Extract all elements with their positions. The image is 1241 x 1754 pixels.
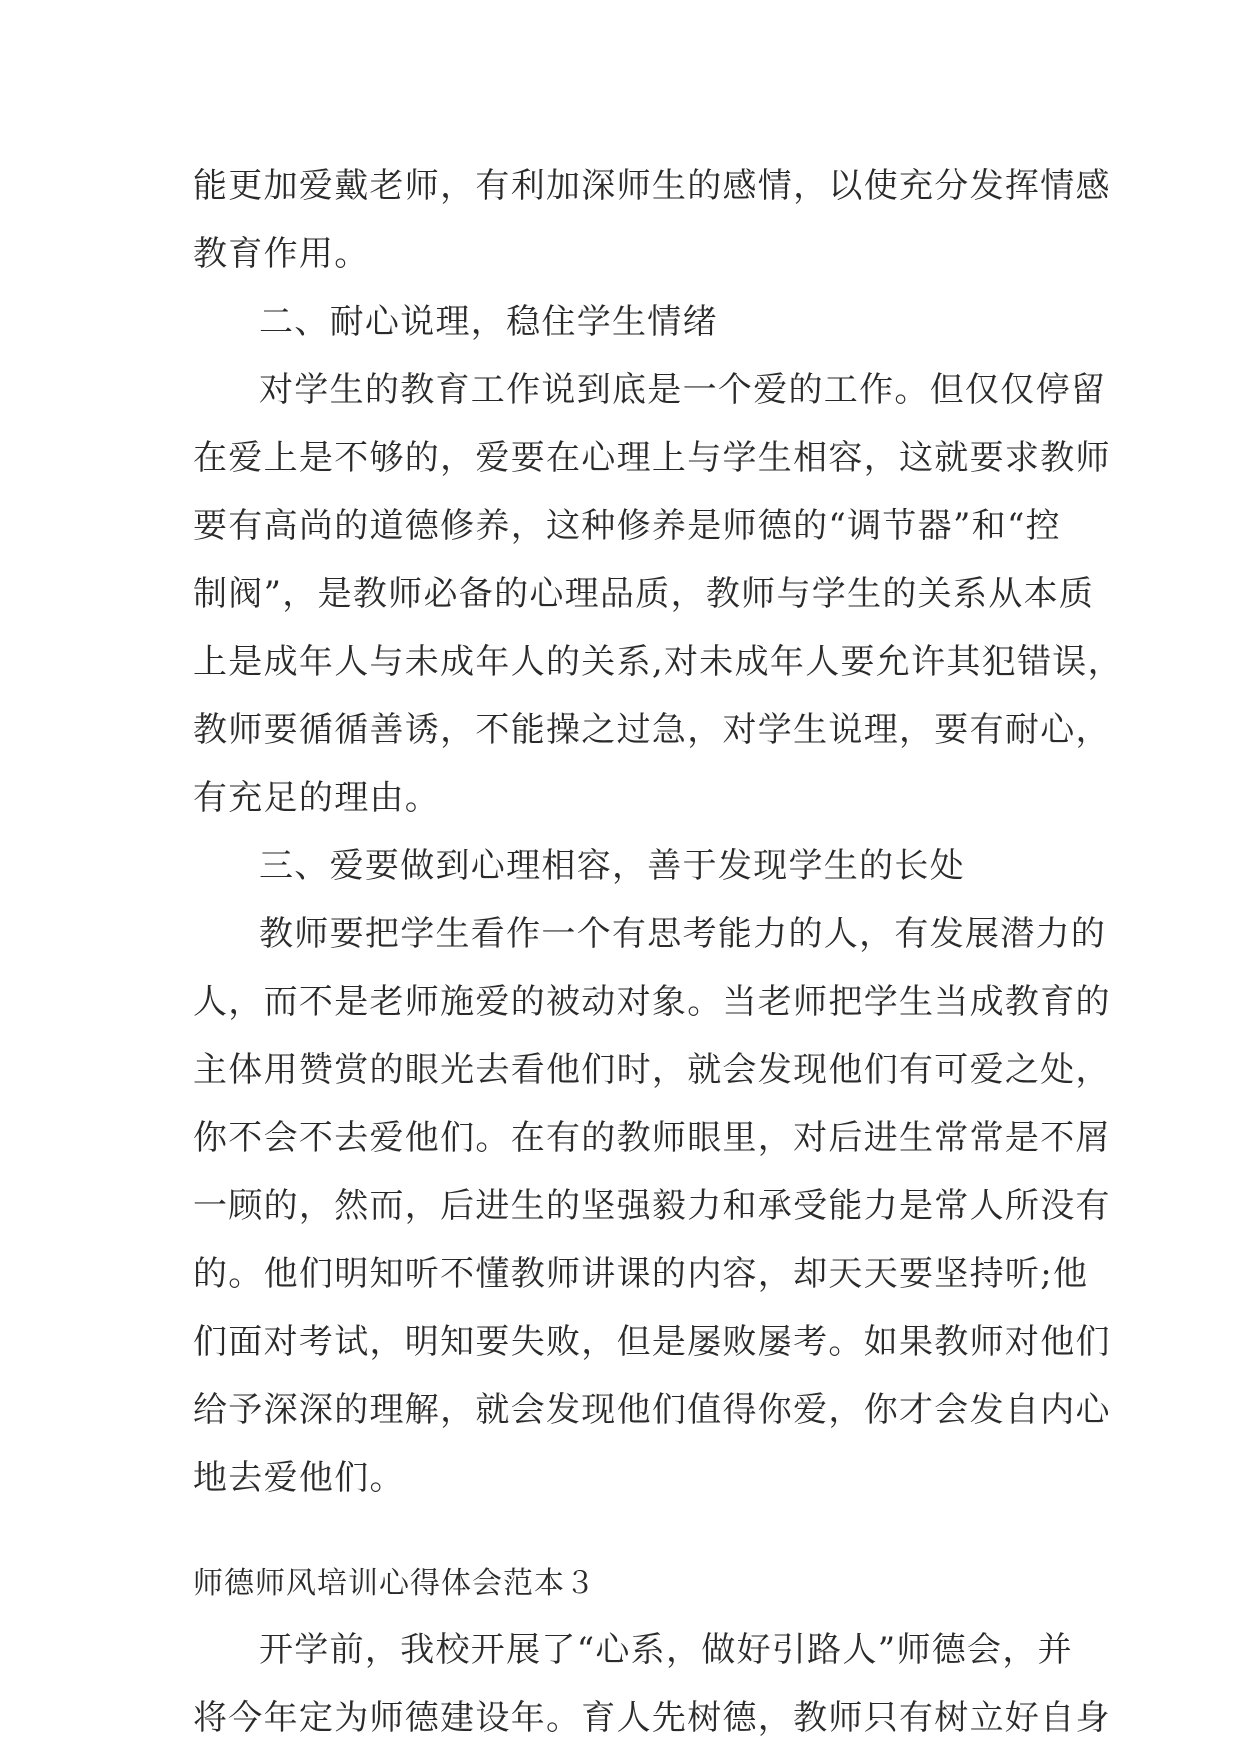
paragraph-line: 有充足的理由。 bbox=[193, 778, 441, 818]
paragraph-line: 将今年定为师德建设年。育人先树德，教师只有树立好自身 bbox=[193, 1698, 1111, 1738]
paragraph-line: 要有高尚的道德修养，这种修养是师德的“调节器”和“控 bbox=[193, 506, 1061, 546]
section-title: 师德师风培训心得体会范本３ bbox=[193, 1566, 596, 1601]
paragraph-line: 对学生的教育工作说到底是一个爱的工作。但仅仅停留 bbox=[259, 370, 1107, 410]
paragraph-line: 人，而不是老师施爱的被动对象。当老师把学生当成教育的 bbox=[193, 982, 1111, 1022]
paragraph-line: 的。他们明知听不懂教师讲课的内容，却天天要坚持听;他 bbox=[193, 1254, 1089, 1294]
paragraph-line: 主体用赞赏的眼光去看他们时，就会发现他们有可爱之处， bbox=[193, 1050, 1111, 1090]
paragraph-line: 给予深深的理解，就会发现他们值得你爱，你才会发自内心 bbox=[193, 1390, 1111, 1430]
paragraph-line: 教师要把学生看作一个有思考能力的人，有发展潜力的 bbox=[259, 914, 1107, 954]
paragraph-line: 教师要循循善诱，不能操之过急，对学生说理，要有耐心， bbox=[193, 710, 1111, 750]
paragraph-line: 地去爱他们。 bbox=[193, 1458, 405, 1498]
paragraph-line: 上是成年人与未成年人的关系,对未成年人要允许其犯错误， bbox=[193, 642, 1123, 682]
paragraph-line: 能更加爱戴老师，有利加深师生的感情，以使充分发挥情感 bbox=[193, 166, 1111, 206]
section-heading-2: 二、耐心说理，稳住学生情绪 bbox=[259, 302, 718, 342]
paragraph-line: 一顾的，然而，后进生的坚强毅力和承受能力是常人所没有 bbox=[193, 1186, 1111, 1226]
paragraph-line: 制阀”，是教师必备的心理品质，教师与学生的关系从本质 bbox=[193, 574, 1095, 614]
paragraph-line: 们面对考试，明知要失败，但是屡败屡考。如果教师对他们 bbox=[193, 1322, 1111, 1362]
paragraph-line: 教育作用。 bbox=[193, 234, 370, 274]
section-heading-3: 三、爱要做到心理相容，善于发现学生的长处 bbox=[259, 846, 965, 886]
paragraph-line: 开学前，我校开展了“心系，做好引路人”师德会，并 bbox=[259, 1630, 1073, 1670]
paragraph-line: 在爱上是不够的，爱要在心理上与学生相容，这就要求教师 bbox=[193, 438, 1111, 478]
paragraph-line: 你不会不去爱他们。在有的教师眼里，对后进生常常是不屑 bbox=[193, 1118, 1111, 1158]
